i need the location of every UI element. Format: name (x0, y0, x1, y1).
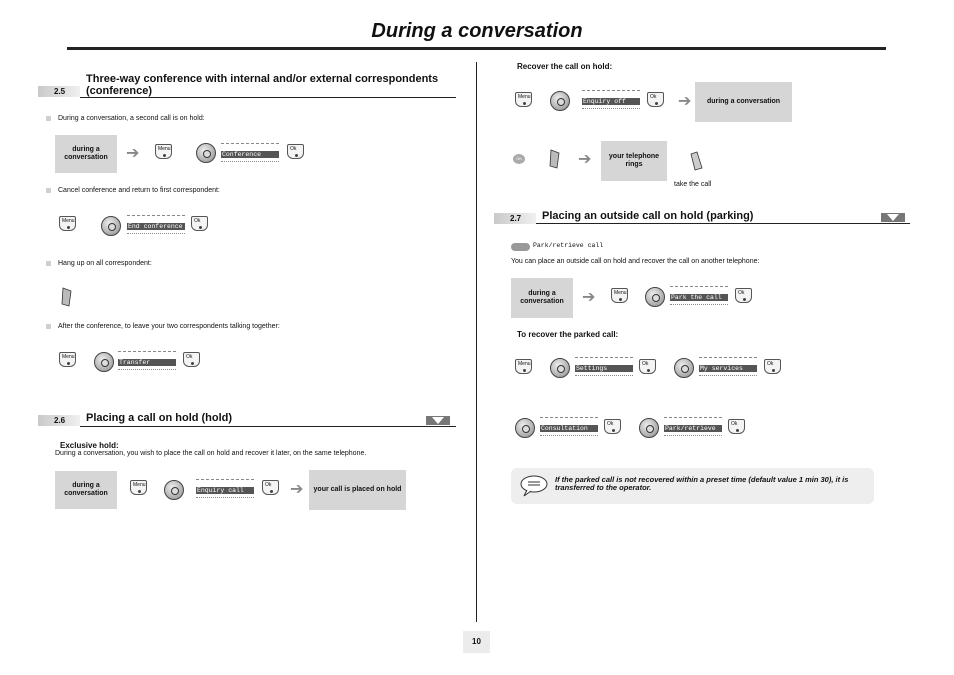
note-text: If the parked call is not recovered within a preset time (default value 1 min 30), it is transferred to the operator. (555, 475, 849, 492)
key-label: Menu (62, 218, 75, 224)
menu-key[interactable] (59, 352, 76, 367)
key-label: Ok (738, 290, 745, 296)
bullet-item (46, 322, 280, 331)
display-text: Park the call (670, 294, 728, 301)
navigator-icon[interactable] (196, 143, 216, 163)
section-rule (536, 223, 910, 224)
key-label: Ok (650, 94, 657, 100)
key-label: Menu (62, 354, 75, 360)
arrow-right-icon: ➔ (678, 93, 692, 110)
section-rule (80, 426, 456, 427)
section-number: 2.7 (494, 213, 536, 224)
display-text: Park/retrieve (664, 425, 722, 432)
arrow-right-icon: ➔ (578, 151, 592, 168)
note-box (511, 468, 874, 504)
ok-key[interactable] (604, 419, 621, 434)
navigator-icon[interactable] (639, 418, 659, 438)
display-text: End conference (127, 223, 185, 230)
display-text: Transfer (118, 359, 176, 366)
arrow-right-icon: ➔ (126, 145, 140, 162)
display-screen (127, 215, 185, 234)
state-box: during a conversation (55, 135, 117, 173)
navigator-icon[interactable] (94, 352, 114, 372)
ok-key[interactable] (639, 359, 656, 374)
bullet-text: Cancel conference and return to first correspondent: (58, 187, 220, 194)
ok-key[interactable] (287, 144, 304, 159)
display-screen (540, 417, 598, 436)
display-text: My services (699, 365, 757, 372)
bullet-item (46, 114, 205, 123)
display-screen (699, 357, 757, 376)
handset-icon[interactable] (60, 287, 74, 307)
function-key-icon (511, 243, 530, 251)
display-screen (582, 90, 640, 109)
state-box: during a conversation (695, 82, 792, 122)
display-text: Enquiry off (582, 98, 640, 105)
state-box: your call is placed on hold (309, 470, 406, 510)
page-number: 10 (463, 631, 490, 653)
navigator-icon[interactable] (164, 480, 184, 500)
column-divider (476, 62, 477, 622)
menu-key[interactable] (611, 288, 628, 303)
handset-icon[interactable] (548, 149, 562, 169)
ok-key[interactable] (647, 92, 664, 107)
ok-key[interactable] (183, 352, 200, 367)
key-label: Ok (194, 218, 201, 224)
menu-key[interactable] (155, 144, 172, 159)
display-screen (670, 286, 728, 305)
expand-button[interactable] (426, 416, 450, 425)
display-screen (221, 143, 279, 162)
state-box: during a conversation (511, 278, 573, 318)
navigator-icon[interactable] (515, 418, 535, 438)
take-call-text: take the call (674, 181, 712, 188)
key-label: Ok (265, 482, 272, 488)
section-title: Placing an outside call on hold (parking) (542, 210, 754, 222)
navigator-icon[interactable] (101, 216, 121, 236)
bullet-text: Hang up on all correspondent: (58, 260, 152, 267)
menu-key[interactable] (130, 480, 147, 495)
ok-key[interactable] (735, 288, 752, 303)
expand-button[interactable] (881, 213, 905, 222)
navigator-icon[interactable] (645, 287, 665, 307)
key-label: Ok (642, 361, 649, 367)
section-rule (80, 97, 456, 98)
chevron-down-icon (432, 417, 444, 424)
key-label: Menu (133, 482, 146, 488)
ok-key[interactable] (728, 419, 745, 434)
key-label: Ok (607, 421, 614, 427)
intro-text: You can place an outside call on hold and recover the call on another telephone: (511, 258, 760, 265)
ok-key[interactable] (764, 359, 781, 374)
mute-key-icon[interactable]: OK (513, 154, 525, 164)
ok-key[interactable] (262, 480, 279, 495)
key-label: Menu (158, 146, 171, 152)
speech-bubble-icon (519, 474, 549, 498)
display-screen (196, 479, 254, 498)
navigator-icon[interactable] (550, 358, 570, 378)
ok-key[interactable] (191, 216, 208, 231)
handset-icon[interactable] (689, 151, 703, 171)
title-rule (67, 47, 886, 50)
bullet-text: During a conversation, a second call is on hold: (58, 115, 205, 122)
key-label: Ok (290, 146, 297, 152)
page-title: During a conversation (371, 20, 583, 42)
function-name: Park/retrieve call (533, 242, 604, 249)
bullet-item (46, 186, 220, 195)
section-number: 2.6 (38, 415, 80, 426)
bullet-item (46, 259, 152, 268)
recover-label: Recover the call on hold: (517, 62, 613, 71)
section-number: 2.5 (38, 86, 80, 97)
key-label: Ok (186, 354, 193, 360)
display-screen (118, 351, 176, 370)
recover-parked-label: To recover the parked call: (517, 330, 619, 339)
exclusive-hold-text: During a conversation, you wish to place the call on hold and recover it later, on the same telephone. (55, 450, 367, 457)
menu-key[interactable] (59, 216, 76, 231)
bullet-text: After the conference, to leave your two correspondents talking together: (58, 323, 280, 330)
key-label: Menu (518, 361, 531, 367)
key-label: Menu (614, 290, 627, 296)
navigator-icon[interactable] (674, 358, 694, 378)
menu-key[interactable] (515, 359, 532, 374)
display-text: Settings (575, 365, 633, 372)
menu-key[interactable] (515, 92, 532, 107)
arrow-right-icon: ➔ (582, 289, 596, 306)
display-text: Conference (221, 151, 279, 158)
display-text: Consultation (540, 425, 598, 432)
display-text: Enquiry call (196, 487, 254, 494)
arrow-right-icon: ➔ (290, 481, 304, 498)
section-title: Three-way conference with internal and/or external correspondents (conference) (86, 73, 439, 97)
key-label: Ok (731, 421, 738, 427)
key-label: Menu (518, 94, 531, 100)
display-screen (664, 417, 722, 436)
section-title: Placing a call on hold (hold) (86, 412, 233, 424)
chevron-down-icon (887, 214, 899, 221)
exclusive-hold-label: Exclusive hold: (60, 441, 119, 450)
state-box: your telephone rings (601, 141, 667, 181)
state-box: during a conversation (55, 471, 117, 509)
navigator-icon[interactable] (550, 91, 570, 111)
display-screen (575, 357, 633, 376)
key-label: Ok (767, 361, 774, 367)
